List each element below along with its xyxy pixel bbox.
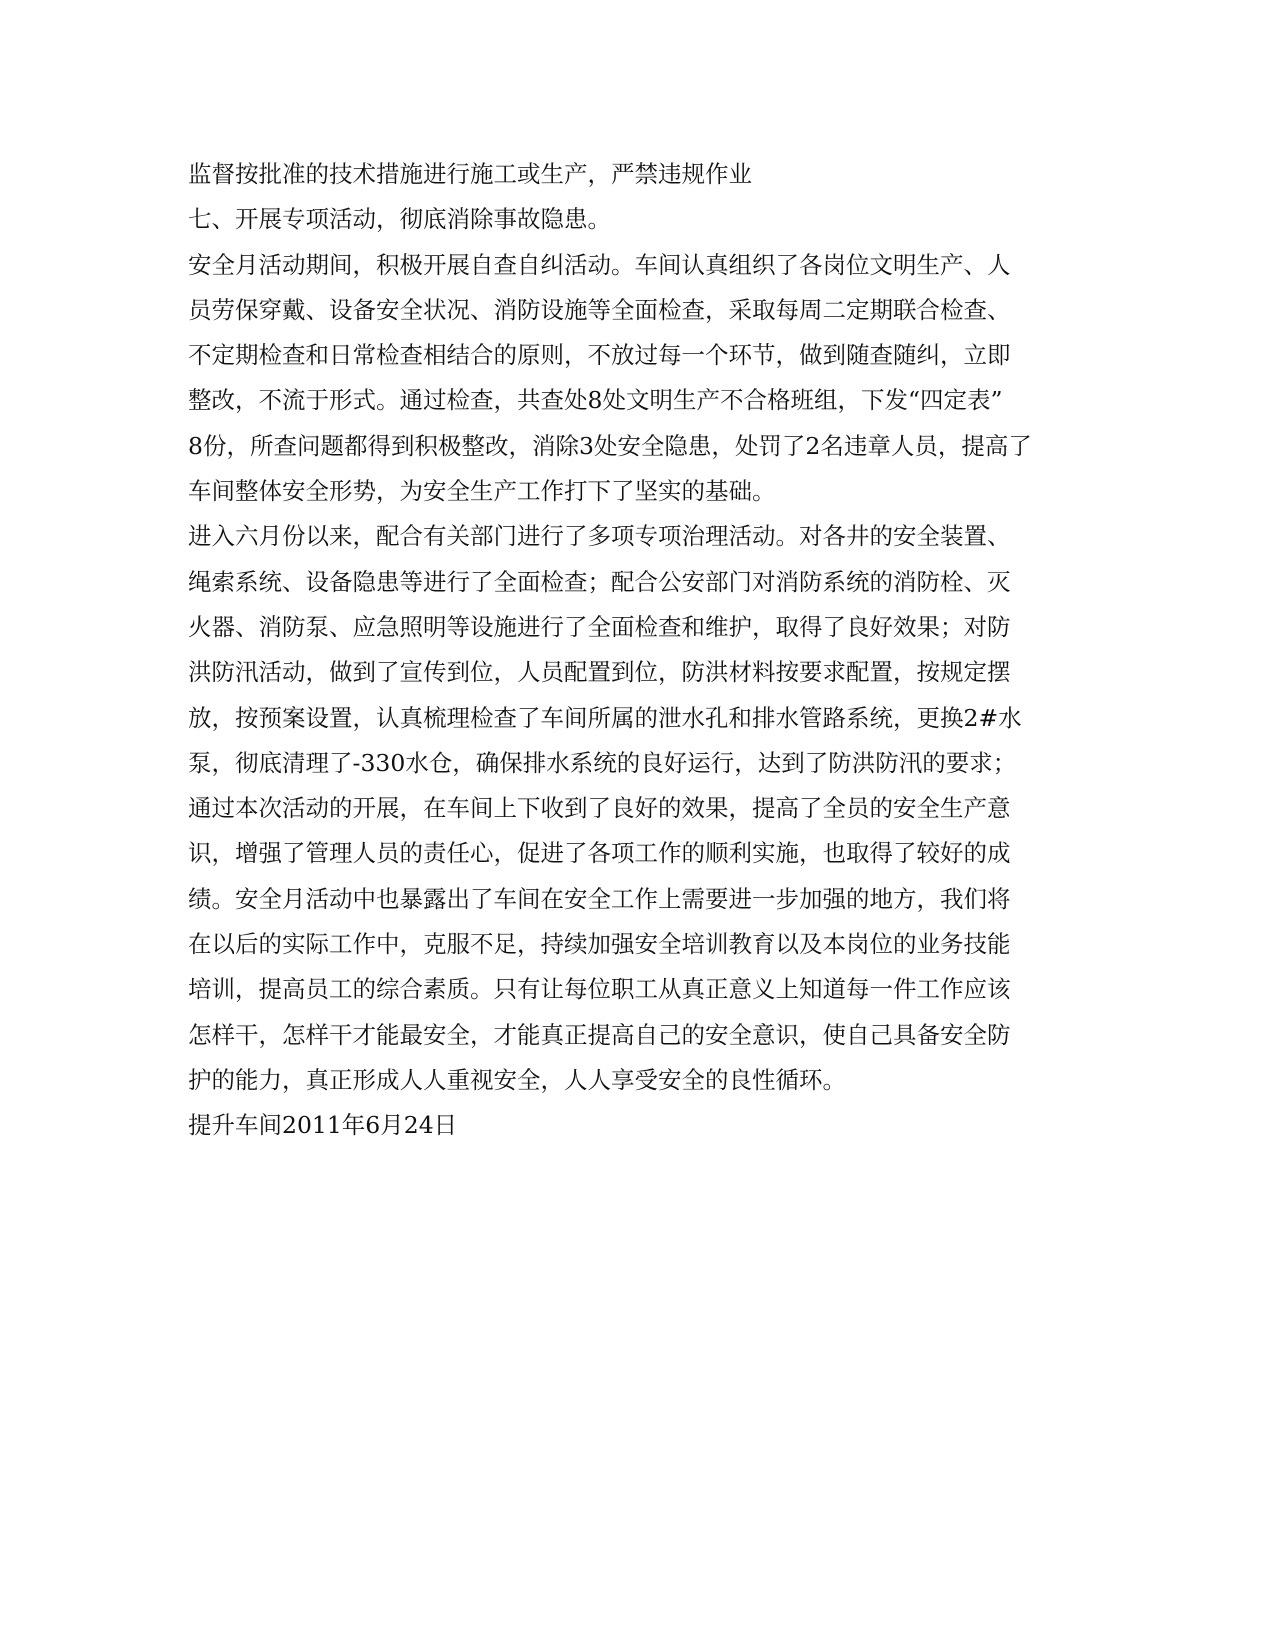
paragraph-self-inspection xyxy=(188,243,1032,515)
text-line: 绳索系统、设备隐患等进行了全面检查；配合公安部门对消防系统的消防栓、灭 xyxy=(188,567,1011,596)
text-line: 洪防汛活动，做到了宣传到位，人员配置到位，防洪材料按要求配置，按规定摆 xyxy=(188,658,1011,687)
text-line: 绩。安全月活动中也暴露出了车间在安全工作上需要进一步加强的地方，我们将 xyxy=(188,884,1011,913)
text-line: 整改，不流于形式。通过检查，共查处8处文明生产不合格班组，下发“四定表” xyxy=(188,386,1003,415)
text-line: 不定期检查和日常检查相结合的原则，不放过每一个环节，做到随查随纠，立即 xyxy=(188,341,1011,370)
paragraph-supervision xyxy=(188,152,1028,197)
text-line: 泵，彻底清理了-330水仓，确保排水系统的良好运行，达到了防洪防汛的要求； xyxy=(188,748,1017,777)
text-line: 通过本次活动的开展，在车间上下收到了良好的效果，提高了全员的安全生产意 xyxy=(188,794,1011,823)
text-line: 安全月活动期间，积极开展自查自纠活动。车间认真组织了各岗位文明生产、人 xyxy=(188,250,1011,279)
text-line: 怎样干，怎样干才能最安全，才能真正提高自己的安全意识，使自己具备安全防 xyxy=(188,1020,1011,1049)
signoff-line: 提升车间2011年6月24日 xyxy=(188,1111,458,1140)
text-line: 识，增强了管理人员的责任心，促进了各项工作的顺利实施，也取得了较好的成 xyxy=(188,839,1011,868)
text-line: 8份，所查问题都得到积极整改，消除3处安全隐患，处罚了2名违章人员，提高了 xyxy=(188,431,1032,460)
signoff-date xyxy=(188,1103,1028,1148)
text-line: 护的能力，真正形成人人重视安全，人人享受安全的良性循环。 xyxy=(188,1065,846,1094)
text-line: 培训，提高员工的综合素质。只有让每位职工从真正意义上知道每一件工作应该 xyxy=(188,975,1011,1004)
text-line: 火器、消防泵、应急照明等设施进行了全面检查和维护，取得了良好效果；对防 xyxy=(188,612,1011,641)
section-heading-7 xyxy=(188,197,1028,242)
text-line: 员劳保穿戴、设备安全状况、消防设施等全面检查，采取每周二定期联合检查、 xyxy=(188,295,1011,324)
text-line: 在以后的实际工作中，克服不足，持续加强安全培训教育以及本岗位的业务技能 xyxy=(188,930,1011,959)
paragraph-special-campaigns xyxy=(188,514,1028,1103)
heading-line: 七、开展专项活动，彻底消除事故隐患。 xyxy=(188,205,611,234)
text-line: 放，按预案设置，认真梳理检查了车间所属的泄水孔和排水管路系统，更换2#水 xyxy=(188,703,1022,732)
text-line: 进入六月份以来，配合有关部门进行了多项专项治理活动。对各井的安全装置、 xyxy=(188,522,1011,551)
text-line: 监督按批准的技术措施进行施工或生产，严禁违规作业 xyxy=(188,160,752,188)
text-line: 车间整体安全形势，为安全生产工作打下了坚实的基础。 xyxy=(188,477,776,506)
document-body xyxy=(188,152,1032,1149)
